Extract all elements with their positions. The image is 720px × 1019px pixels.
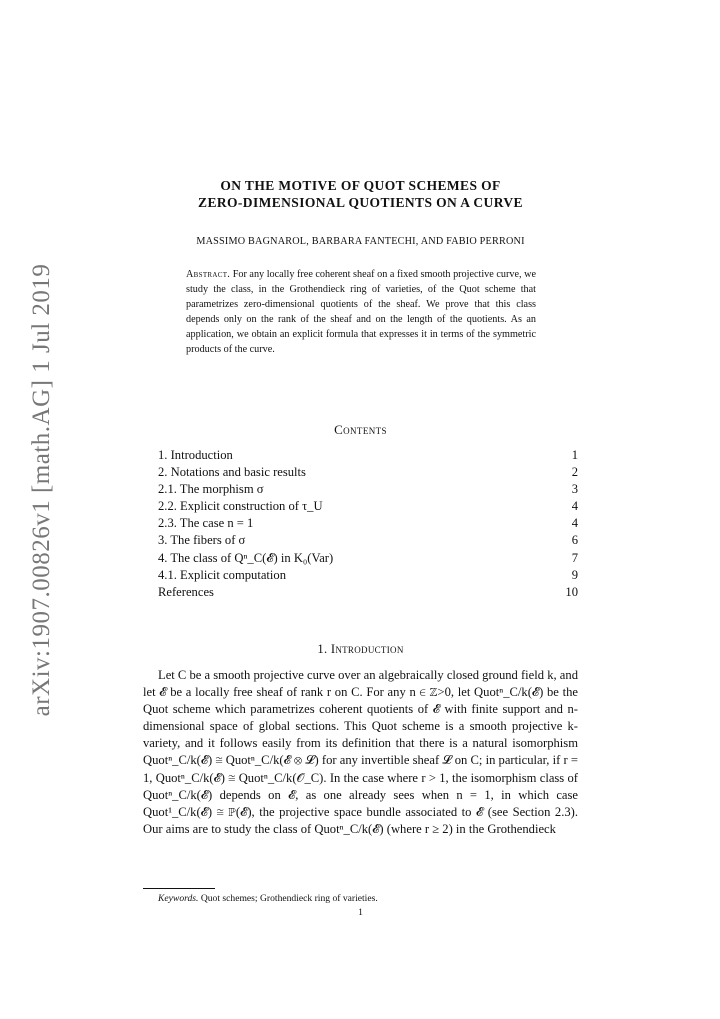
abstract [186,268,536,357]
toc-entry[interactable] [158,550,578,567]
toc-entry[interactable] [158,515,578,532]
toc-entry[interactable] [158,481,578,498]
contents-heading: Contents [334,422,387,437]
abstract-text: For any locally free coherent sheaf on a fixed smooth projective curve, we study the class, in the Grothendieck ring of varieties, of the Quot scheme that parametrizes zero-dimensional quotients of the sheaf. We prove that this class depends only on the rank of the sheaf and on the length of the quotients. As an application, we obtain an explicit formula that expresses it in terms of the symmetric products of the curve. [186,269,536,355]
toc-entry[interactable] [158,567,578,584]
toc-entry-page: 1 [571,448,578,462]
toc-entry-label: 2.3. The case n = 1 [158,516,254,531]
toc-entry-page: 4 [571,499,578,514]
toc-entry-page: 4 [571,516,578,531]
toc-entry-label: 3. The fibers of σ [158,533,246,548]
table-of-contents [158,447,578,601]
section-heading-text: 1. Introduction [317,642,404,656]
footnote-text: Quot schemes; Grothendieck ring of varieties. [200,893,378,904]
title-line-2: ZERO-DIMENSIONAL QUOTIENTS ON A CURVE [198,195,523,210]
toc-entry-page: 2 [571,465,578,480]
toc-entry-label: References [158,584,214,599]
toc-entry-label: 2.1. The morphism σ [158,482,264,497]
author-list: MASSIMO BAGNAROL, BARBARA FANTECHI, AND FABIO PERRONI [196,236,525,247]
page-number: 1 [358,907,363,918]
footnote-divider [143,888,215,889]
toc-entry-label: 2.2. Explicit construction of τ_U [158,499,323,514]
toc-entry-label: 4.1. Explicit computation [158,567,287,582]
toc-entry-label: 2. Notations and basic results [158,465,306,480]
title-line-1: ON THE MOTIVE OF QUOT SCHEMES OF [220,178,501,193]
toc-entry-label: 1. Introduction [158,448,233,462]
arxiv-stamp [20,263,64,717]
toc-entry-page: 7 [571,550,578,565]
footnote [158,893,578,904]
toc-entry-page: 3 [571,482,578,497]
toc-entry-page: 9 [571,567,578,582]
toc-entry-page: 10 [565,584,578,599]
toc-entry-page: 6 [571,533,578,548]
paper-title [143,177,578,211]
abstract-label: Abstract. [186,269,231,280]
arxiv-stamp-text: arXiv:1907.00826v1 [math.AG] 1 Jul 2019 [28,263,55,717]
toc-entry-label: 4. The class of Qⁿ_C(𝓔) in K₀(Var) [158,550,334,565]
toc-entry[interactable] [158,584,578,601]
toc-entry[interactable] [158,447,578,464]
section-heading [143,642,578,657]
footnote-label: Keywords. [158,893,199,904]
toc-entry[interactable] [158,532,578,549]
body-paragraph: Let C be a smooth projective curve over an algebraically closed ground field k, and let 𝓔 be a locally free sheaf of rank r on C. For any n ∈ ℤ>0, let Quotⁿ_C/k(𝓔) be the Quot scheme which parametrizes coherent quotients of 𝓔 with finite support and n-dimensional space of global sections. This Quot scheme is a smooth projective k-variety, and it follows easily from its definition that there is a natural isomorphism Quotⁿ_C/k(𝓔) ≅ Quotⁿ_C/k(𝓔 ⊗ 𝓛) for any invertible sheaf 𝓛 on C; in particular, if r = 1, Quotⁿ_C/k(𝓔) ≅ Quotⁿ_C/k(𝒪_C). In the case where r > 1, the isomorphism class of Quotⁿ_C/k(𝓔) depends on 𝓔, as one already sees when n = 1, in which case Quot¹_C/k(𝓔) ≅ ℙ(𝓔), the projective space bundle associated to 𝓔 (see Section 2.3). Our aims are to study the class of Quotⁿ_C/k(𝓔) (where r ≥ 2) in the Grothendieck [143,668,578,836]
toc-entry[interactable] [158,464,578,481]
toc-entry[interactable] [158,498,578,515]
